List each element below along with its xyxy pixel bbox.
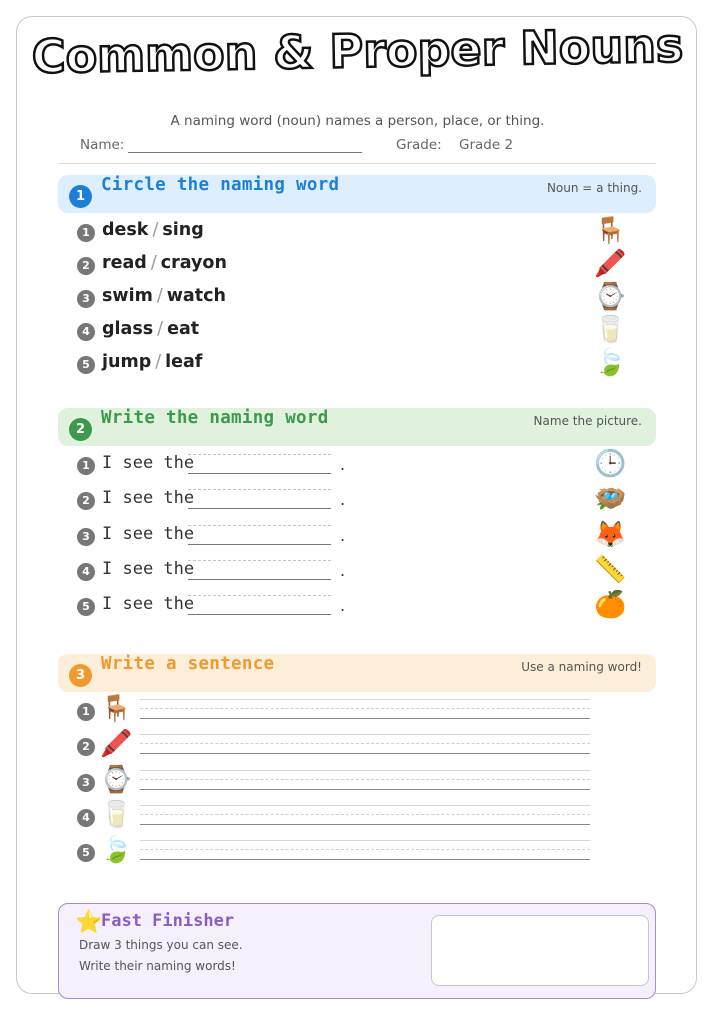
- guide-line: [140, 770, 590, 771]
- mid-line: [140, 814, 590, 815]
- picture-icon: 🥛: [100, 800, 133, 830]
- picture-icon: 📏: [594, 555, 627, 585]
- item-number: 5: [77, 844, 95, 862]
- sentence-period: .: [340, 596, 346, 615]
- item-number: 5: [77, 356, 95, 374]
- star-icon: ⭐: [75, 910, 103, 935]
- mid-line: [140, 849, 590, 850]
- section-3-hint: Use a naming word!: [521, 660, 642, 674]
- item-number: 1: [77, 457, 95, 475]
- sentence-prompt: I see the: [102, 453, 195, 473]
- section-2-header: [58, 408, 656, 446]
- item-number: 2: [77, 492, 95, 510]
- picture-icon: 🪑: [100, 694, 133, 724]
- base-line: [140, 718, 590, 719]
- base-line: [188, 544, 331, 545]
- grade-value: Grade 2: [459, 137, 514, 153]
- name-field[interactable]: [128, 152, 362, 153]
- word-option[interactable]: jump: [102, 352, 152, 372]
- fast-finisher-box: [58, 903, 656, 999]
- item-number: 3: [77, 528, 95, 546]
- item-number: 4: [77, 809, 95, 827]
- base-line: [188, 614, 331, 615]
- section-3-title: Write a sentence: [101, 654, 275, 674]
- item-number: 1: [77, 224, 95, 242]
- mid-line: [140, 743, 590, 744]
- section-2-title: Write the naming word: [101, 408, 329, 428]
- word-choice-row: [102, 352, 202, 372]
- item-number: 3: [77, 774, 95, 792]
- sentence-prompt: I see the: [102, 559, 195, 579]
- word-option[interactable]: swim: [102, 286, 153, 306]
- sentence-period: .: [340, 490, 346, 509]
- picture-icon: 🪺: [594, 484, 627, 514]
- sentence-period: .: [340, 455, 346, 474]
- word-option[interactable]: desk: [102, 220, 149, 240]
- sentence-prompt: I see the: [102, 488, 195, 508]
- word-option[interactable]: sing: [162, 220, 204, 240]
- word-separator: /: [155, 352, 162, 372]
- base-line: [140, 789, 590, 790]
- section-3-header: [58, 654, 656, 692]
- word-option[interactable]: eat: [167, 319, 200, 339]
- item-number: 2: [77, 257, 95, 275]
- mid-line: [140, 779, 590, 780]
- writing-line[interactable]: [140, 699, 590, 719]
- guide-line: [188, 560, 331, 561]
- fast-finisher-line-1: Draw 3 things you can see.: [79, 938, 243, 952]
- word-option[interactable]: leaf: [165, 352, 203, 372]
- guide-line: [188, 454, 331, 455]
- picture-icon: 🥛: [594, 315, 627, 345]
- item-number: 1: [77, 703, 95, 721]
- word-separator: /: [157, 319, 164, 339]
- worksheet-title: Common & Proper Nouns: [31, 18, 684, 84]
- section-1-badge: 1: [69, 185, 92, 208]
- guide-line: [140, 699, 590, 700]
- guide-line: [140, 840, 590, 841]
- writing-line[interactable]: [140, 770, 590, 790]
- picture-icon: 🪑: [594, 216, 627, 246]
- fast-finisher-title: Fast Finisher: [101, 911, 235, 931]
- guide-line: [188, 489, 331, 490]
- word-option[interactable]: read: [102, 253, 147, 273]
- item-number: 4: [77, 563, 95, 581]
- section-2-badge: 2: [69, 418, 92, 441]
- picture-icon: 🍊: [594, 590, 627, 620]
- answer-blank[interactable]: [188, 560, 331, 580]
- answer-blank[interactable]: [188, 489, 331, 509]
- writing-line[interactable]: [140, 734, 590, 754]
- base-line: [140, 753, 590, 754]
- section-2-hint: Name the picture.: [533, 414, 642, 428]
- name-grade-row: [80, 137, 640, 157]
- picture-icon: 🖍️: [100, 729, 133, 759]
- picture-icon: 🖍️: [594, 249, 627, 279]
- word-option[interactable]: glass: [102, 319, 154, 339]
- section-3-badge: 3: [69, 664, 92, 687]
- sentence-prompt: I see the: [102, 594, 195, 614]
- grade-label: Grade:: [396, 137, 442, 153]
- word-choice-row: [102, 286, 226, 306]
- word-choice-row: [102, 253, 227, 273]
- guide-line: [188, 595, 331, 596]
- word-separator: /: [156, 286, 163, 306]
- base-line: [188, 579, 331, 580]
- word-separator: /: [152, 220, 159, 240]
- item-number: 5: [77, 598, 95, 616]
- word-choice-row: [102, 319, 199, 339]
- item-number: 3: [77, 290, 95, 308]
- section-1-hint: Noun = a thing.: [546, 181, 642, 195]
- item-number: 4: [77, 323, 95, 341]
- item-number: 2: [77, 738, 95, 756]
- drawing-box[interactable]: [431, 915, 649, 986]
- answer-blank[interactable]: [188, 454, 331, 474]
- fast-finisher-line-2: Write their naming words!: [79, 959, 236, 973]
- sentence-period: .: [340, 561, 346, 580]
- word-option[interactable]: watch: [166, 286, 226, 306]
- word-option[interactable]: crayon: [160, 253, 227, 273]
- word-separator: /: [150, 253, 157, 273]
- guide-line: [188, 525, 331, 526]
- picture-icon: 🦊: [594, 520, 627, 550]
- header-divider: [58, 163, 656, 164]
- base-line: [140, 824, 590, 825]
- sentence-prompt: I see the: [102, 524, 195, 544]
- mid-line: [140, 708, 590, 709]
- writing-line[interactable]: [140, 805, 590, 825]
- guide-line: [140, 734, 590, 735]
- picture-icon: ⌚: [594, 282, 627, 312]
- base-line: [188, 473, 331, 474]
- picture-icon: 🕒: [594, 449, 627, 479]
- picture-icon: 🍃: [100, 835, 133, 865]
- guide-line: [140, 805, 590, 806]
- writing-line[interactable]: [140, 840, 590, 860]
- section-1-title: Circle the naming word: [101, 175, 340, 195]
- name-label: Name:: [80, 137, 125, 153]
- section-1-header: [58, 175, 656, 213]
- picture-icon: 🍃: [594, 348, 627, 378]
- answer-blank[interactable]: [188, 525, 331, 545]
- worksheet-subtitle: A naming word (noun) names a person, place, or thing.: [170, 113, 545, 129]
- base-line: [140, 859, 590, 860]
- answer-blank[interactable]: [188, 595, 331, 615]
- base-line: [188, 508, 331, 509]
- picture-icon: ⌚: [100, 765, 133, 795]
- sentence-period: .: [340, 526, 346, 545]
- word-choice-row: [102, 220, 204, 240]
